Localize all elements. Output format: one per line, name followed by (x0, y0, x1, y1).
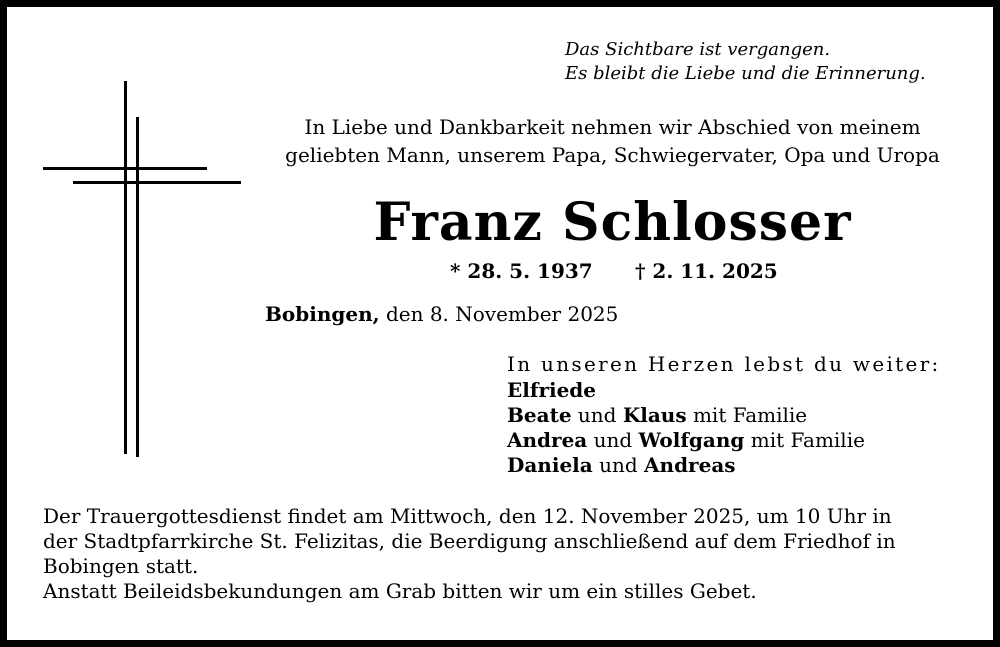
conjunction: und (571, 403, 623, 427)
obituary-card (7, 7, 993, 640)
family-member: Elfriede (507, 378, 597, 402)
family-row (507, 427, 865, 453)
family-row (507, 452, 736, 478)
family-member: Andrea (507, 428, 588, 452)
deceased-name: Franz Schlosser (373, 192, 852, 253)
family-member: Wolfgang (638, 428, 745, 452)
family-member: Andreas (644, 453, 736, 477)
quote-line-1: Das Sichtbare ist vergangen. (565, 39, 831, 60)
intro-line-2: geliebten Mann, unserem Papa, Schwiegervater, Opa und Uropa (285, 143, 940, 167)
intro-line-1: In Liebe und Dankbarkeit nehmen wir Abschied von meinem (304, 115, 921, 139)
family-member: Daniela (507, 453, 593, 477)
family-suffix: mit Familie (686, 403, 808, 427)
family-row (507, 377, 596, 403)
notice-line-2: der Stadtpfarrkirche St. Felizitas, die Beerdigung anschließend auf dem Friedhof in (43, 529, 896, 553)
family-heading: In unseren Herzen lebst du weiter: (507, 352, 941, 376)
death-date: † 2. 11. 2025 (635, 259, 778, 283)
notice-line-4: Anstatt Beileidsbekundungen am Grab bitten wir um ein stilles Gebet. (43, 579, 757, 603)
place-date (265, 301, 618, 327)
place: Bobingen, (265, 302, 380, 326)
obituary-date: den 8. November 2025 (385, 302, 619, 326)
quote-line-2: Es bleibt die Liebe und die Erinnerung. (565, 63, 926, 84)
notice-line-3: Bobingen statt. (43, 554, 199, 578)
conjunction: und (587, 428, 639, 452)
family-member: Beate (507, 403, 572, 427)
notice-line-1: Der Trauergottesdienst findet am Mittwoch, den 12. November 2025, um 10 Uhr in (43, 504, 892, 528)
family-suffix: mit Familie (744, 428, 865, 452)
family-member: Klaus (622, 403, 687, 427)
family-row (507, 402, 807, 428)
birth-date: * 28. 5. 1937 (450, 259, 593, 283)
conjunction: und (592, 453, 645, 477)
